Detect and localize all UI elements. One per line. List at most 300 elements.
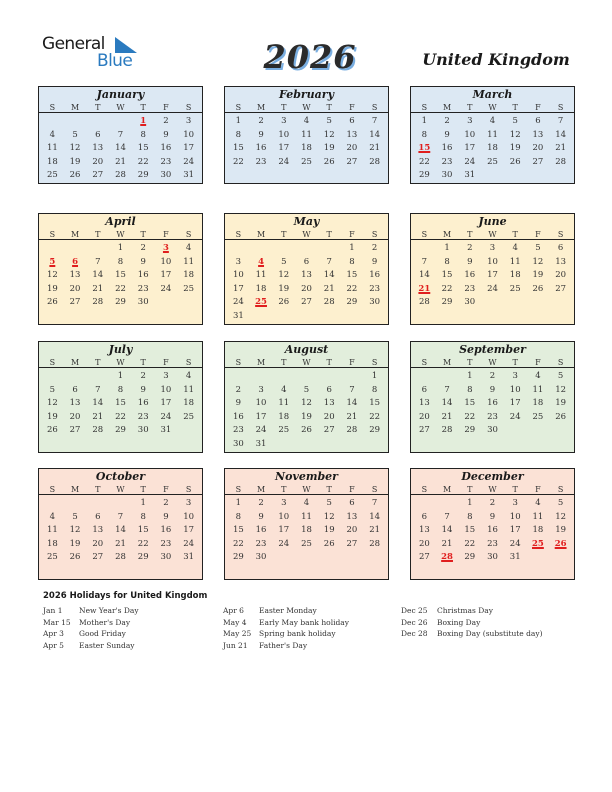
day-cell: 9 — [163, 511, 169, 522]
day-cell: 24 — [255, 425, 267, 436]
empty-cell — [41, 242, 64, 256]
day-cell: 26 — [69, 552, 81, 563]
holiday-day-cell: 21 — [418, 283, 431, 294]
day-cell: 7 — [95, 384, 101, 395]
day-cell: 1 — [444, 243, 450, 253]
day-cell: 18 — [278, 411, 290, 422]
weekday-label: T — [512, 358, 518, 367]
day-cell: 28 — [369, 538, 381, 549]
day-cell: 11 — [532, 384, 544, 395]
day-cell: 17 — [509, 525, 521, 536]
weekday-label: W — [488, 358, 497, 367]
weekday-label: S — [421, 230, 428, 239]
day-cell: 15 — [232, 143, 244, 154]
empty-cell — [64, 242, 87, 256]
month-september — [410, 341, 575, 453]
day-cell: 5 — [281, 256, 287, 267]
month-name: January — [96, 88, 145, 101]
day-cell: 20 — [69, 411, 81, 422]
day-cell: 13 — [323, 398, 335, 409]
day-cell: 3 — [163, 371, 169, 381]
weekday-label: M — [256, 485, 266, 494]
holidays-title: 2026 Holidays for United Kingdom — [43, 591, 208, 601]
weekday-label: S — [421, 103, 428, 112]
weekday-header — [39, 229, 202, 240]
weekday-label: W — [116, 358, 125, 367]
day-cell: 15 — [441, 270, 453, 281]
empty-cell — [250, 370, 273, 384]
day-cell: 6 — [421, 511, 428, 522]
day-cell: 1 — [421, 116, 428, 126]
logo-text-blue: Blue — [97, 51, 133, 71]
weekday-label: F — [535, 230, 541, 239]
day-cell: 8 — [140, 129, 146, 140]
day-cell: 7 — [371, 116, 378, 126]
month-january — [38, 86, 203, 184]
holiday-day-cell: 3 — [162, 243, 169, 253]
day-cell: 19 — [69, 156, 81, 167]
day-cell: 5 — [49, 384, 56, 395]
day-cell: 25 — [301, 538, 312, 549]
day-cell: 6 — [557, 243, 564, 253]
day-cell: 11 — [301, 511, 312, 522]
weekday-label: S — [235, 230, 242, 239]
holiday-date: May 25 — [223, 629, 252, 639]
weekday-label: T — [326, 485, 332, 494]
day-cell: 13 — [69, 398, 81, 409]
day-cell: 4 — [49, 129, 56, 140]
holiday-day-cell: 28 — [441, 552, 453, 563]
day-cell: 10 — [278, 511, 290, 522]
day-cell: 8 — [467, 511, 473, 522]
weekday-label: S — [371, 230, 378, 239]
day-cell: 24 — [160, 411, 172, 422]
day-cell: 13 — [92, 525, 104, 536]
day-cell: 21 — [115, 538, 126, 549]
day-cell: 28 — [418, 297, 430, 308]
weekday-label: W — [302, 103, 311, 112]
day-cell: 23 — [255, 538, 267, 549]
day-cell: 6 — [95, 129, 101, 140]
weekday-label: W — [116, 485, 125, 494]
weekday-header — [39, 102, 202, 113]
day-cell: 30 — [137, 425, 149, 436]
holiday-column — [223, 605, 349, 652]
day-cell: 11 — [532, 511, 544, 522]
day-cell: 13 — [92, 143, 104, 154]
day-cell: 6 — [421, 384, 428, 395]
empty-cell — [272, 370, 295, 384]
day-cell: 1 — [467, 371, 473, 381]
month-february — [224, 86, 389, 184]
day-cell: 28 — [346, 425, 358, 436]
day-cell: 17 — [278, 525, 290, 536]
weekday-label: S — [185, 230, 192, 239]
day-cell: 10 — [255, 398, 267, 409]
day-cell: 5 — [535, 243, 541, 253]
weekday-header — [411, 229, 574, 240]
day-cell: 23 — [137, 411, 149, 422]
day-cell: 11 — [255, 270, 267, 281]
weekday-label: T — [140, 103, 146, 112]
day-cell: 23 — [487, 538, 498, 549]
day-cell: 15 — [137, 143, 149, 154]
day-cell: 13 — [418, 398, 430, 409]
weekday-header — [411, 357, 574, 368]
holiday-date: Apr 6 — [223, 606, 244, 615]
day-cell: 3 — [467, 116, 473, 126]
day-cell: 3 — [489, 243, 496, 253]
day-cell: 25 — [301, 156, 312, 167]
day-cell: 2 — [163, 498, 169, 508]
day-cell: 7 — [326, 256, 332, 267]
holiday-date: Apr 5 — [43, 641, 64, 651]
weekday-label: T — [281, 103, 287, 112]
day-cell: 21 — [555, 143, 567, 154]
weekday-label: T — [140, 485, 146, 494]
day-cell: 22 — [346, 283, 358, 294]
weekday-label: T — [281, 485, 287, 494]
holiday-name: Father's Day — [259, 641, 308, 651]
country-title: United Kingdom — [422, 50, 570, 69]
weekday-label: T — [467, 103, 473, 112]
weekday-header — [225, 357, 388, 368]
day-cell: 22 — [441, 283, 453, 294]
weekday-label: M — [70, 230, 80, 239]
holiday-day-cell: 26 — [554, 538, 567, 549]
weekday-label: W — [116, 103, 125, 112]
day-cell: 14 — [115, 525, 126, 536]
day-cell: 14 — [92, 270, 104, 281]
day-cell: 3 — [281, 116, 287, 126]
holiday-row — [223, 628, 349, 640]
day-cell: 2 — [258, 116, 264, 126]
weekday-label: W — [302, 230, 311, 239]
day-cell: 20 — [346, 143, 358, 154]
day-cell: 9 — [467, 256, 473, 267]
month-name: June — [478, 215, 507, 228]
weekday-label: F — [535, 103, 541, 112]
weekday-label: T — [512, 485, 518, 494]
day-cell: 27 — [418, 425, 430, 436]
empty-cell — [86, 497, 109, 511]
holiday-day-cell: 1 — [140, 116, 147, 126]
day-cell: 29 — [137, 170, 149, 181]
day-cell: 19 — [509, 143, 521, 154]
day-cell: 3 — [235, 256, 242, 267]
day-cell: 26 — [46, 297, 58, 308]
month-june — [410, 213, 575, 325]
holiday-name: Boxing Day (substitute day) — [437, 629, 543, 639]
day-cell: 6 — [349, 498, 355, 508]
empty-cell — [64, 115, 87, 129]
weekday-label: M — [442, 103, 452, 112]
day-cell: 18 — [301, 143, 312, 154]
weekday-label: S — [235, 485, 242, 494]
day-cell: 25 — [183, 411, 195, 422]
day-cell: 27 — [69, 297, 81, 308]
day-cell: 27 — [301, 297, 312, 308]
day-cell: 16 — [487, 398, 498, 409]
day-cell: 2 — [467, 243, 473, 253]
month-october — [38, 468, 203, 580]
weekday-label: S — [371, 358, 378, 367]
month-name: March — [472, 88, 513, 101]
day-cell: 16 — [137, 398, 149, 409]
day-cell: 27 — [69, 425, 81, 436]
day-cell: 14 — [369, 129, 381, 140]
day-cell: 9 — [235, 398, 242, 409]
day-cell: 10 — [487, 256, 498, 267]
day-cell: 13 — [555, 256, 567, 267]
day-cell: 27 — [346, 538, 358, 549]
day-cell: 25 — [532, 411, 544, 422]
day-cell: 1 — [371, 371, 378, 381]
weekday-header — [225, 484, 388, 495]
day-cell: 9 — [140, 384, 146, 395]
holiday-row — [401, 605, 543, 617]
day-cell: 28 — [92, 297, 104, 308]
day-cell: 14 — [346, 398, 358, 409]
day-cell: 3 — [258, 384, 264, 395]
weekday-label: F — [535, 485, 541, 494]
day-cell: 7 — [421, 256, 428, 267]
holidays-list — [43, 591, 603, 651]
day-cell: 8 — [235, 511, 242, 522]
weekday-label: F — [163, 358, 169, 367]
day-cell: 28 — [441, 425, 453, 436]
day-cell: 15 — [464, 525, 476, 536]
day-cell: 20 — [532, 143, 544, 154]
empty-cell — [295, 242, 318, 256]
day-cell: 4 — [489, 116, 496, 126]
day-cell: 14 — [441, 398, 453, 409]
weekday-label: S — [185, 358, 192, 367]
day-cell: 23 — [487, 411, 498, 422]
day-cell: 25 — [183, 283, 195, 294]
weekday-label: T — [467, 358, 473, 367]
day-cell: 9 — [371, 256, 378, 267]
holiday-row — [43, 605, 139, 617]
day-cell: 16 — [255, 143, 267, 154]
day-cell: 19 — [532, 270, 544, 281]
day-cell: 19 — [46, 411, 58, 422]
day-cell: 10 — [183, 129, 195, 140]
weekday-label: F — [163, 485, 169, 494]
day-cell: 4 — [512, 243, 518, 253]
logo-text-general: General — [42, 34, 105, 54]
day-grid — [411, 495, 574, 565]
day-cell: 11 — [278, 398, 290, 409]
day-cell: 23 — [441, 156, 453, 167]
day-cell: 14 — [418, 270, 430, 281]
empty-cell — [295, 370, 318, 384]
day-cell: 10 — [232, 270, 244, 281]
day-cell: 14 — [441, 525, 453, 536]
day-cell: 20 — [323, 411, 335, 422]
day-cell: 27 — [418, 552, 430, 563]
weekday-label: F — [349, 103, 355, 112]
day-cell: 18 — [46, 156, 58, 167]
day-cell: 18 — [532, 398, 544, 409]
day-cell: 28 — [369, 156, 381, 167]
holiday-date: Dec 26 — [401, 617, 428, 627]
day-cell: 18 — [509, 270, 521, 281]
day-cell: 25 — [46, 552, 58, 563]
day-cell: 9 — [140, 256, 146, 267]
holiday-row — [223, 640, 349, 652]
day-cell: 1 — [235, 116, 242, 126]
day-cell: 24 — [509, 411, 521, 422]
weekday-label: M — [70, 485, 80, 494]
day-cell: 29 — [418, 170, 430, 181]
day-cell: 9 — [444, 129, 450, 140]
month-name: August — [284, 343, 329, 356]
day-cell: 31 — [509, 552, 521, 563]
weekday-label: S — [421, 485, 428, 494]
day-cell: 30 — [464, 297, 476, 308]
holiday-date: May 4 — [223, 617, 247, 627]
empty-cell — [41, 115, 64, 129]
day-cell: 3 — [185, 116, 192, 126]
day-cell: 7 — [371, 498, 378, 508]
weekday-label: S — [185, 103, 192, 112]
day-cell: 8 — [371, 384, 378, 395]
weekday-label: T — [95, 103, 101, 112]
month-name: May — [293, 215, 320, 228]
day-cell: 21 — [115, 156, 126, 167]
weekday-label: T — [95, 485, 101, 494]
day-cell: 5 — [512, 116, 518, 126]
day-cell: 31 — [255, 438, 267, 449]
day-cell: 6 — [303, 256, 310, 267]
day-cell: 24 — [183, 156, 195, 167]
day-cell: 25 — [278, 425, 290, 436]
weekday-label: T — [95, 230, 101, 239]
day-cell: 28 — [555, 156, 567, 167]
day-cell: 19 — [301, 411, 312, 422]
day-cell: 30 — [441, 170, 453, 181]
weekday-header — [225, 102, 388, 113]
day-cell: 18 — [183, 398, 195, 409]
holiday-day-cell: 25 — [255, 297, 267, 308]
weekday-label: F — [163, 103, 169, 112]
day-grid — [225, 240, 388, 324]
weekday-label: S — [557, 230, 564, 239]
day-cell: 18 — [255, 283, 267, 294]
day-cell: 15 — [115, 270, 126, 281]
holiday-name: Early May bank holiday — [259, 617, 350, 627]
day-cell: 23 — [255, 156, 267, 167]
day-cell: 17 — [160, 270, 172, 281]
day-cell: 27 — [323, 425, 335, 436]
weekday-label: T — [281, 230, 287, 239]
day-cell: 7 — [349, 384, 355, 395]
day-grid — [39, 495, 202, 565]
holiday-date: Jan 1 — [43, 606, 63, 615]
day-cell: 22 — [232, 538, 244, 549]
day-grid — [411, 240, 574, 310]
month-december — [410, 468, 575, 580]
holiday-date: Jun 21 — [223, 641, 248, 651]
day-cell: 24 — [487, 283, 498, 294]
day-cell: 26 — [555, 411, 567, 422]
day-cell: 21 — [441, 411, 453, 422]
weekday-label: T — [140, 358, 146, 367]
day-cell: 6 — [349, 116, 355, 126]
empty-cell — [413, 242, 436, 256]
month-name: February — [278, 88, 334, 101]
day-cell: 9 — [258, 511, 264, 522]
day-cell: 13 — [346, 129, 358, 140]
day-cell: 11 — [183, 384, 195, 395]
empty-cell — [64, 370, 87, 384]
day-cell: 12 — [69, 143, 81, 154]
day-cell: 20 — [555, 270, 567, 281]
day-cell: 9 — [489, 384, 496, 395]
day-cell: 29 — [441, 297, 453, 308]
day-cell: 19 — [69, 538, 81, 549]
weekday-label: T — [140, 230, 146, 239]
weekday-label: S — [421, 358, 428, 367]
day-cell: 30 — [487, 552, 498, 563]
day-cell: 5 — [303, 384, 310, 395]
day-cell: 22 — [418, 156, 430, 167]
day-cell: 26 — [509, 156, 521, 167]
day-cell: 3 — [281, 498, 287, 508]
weekday-label: W — [488, 485, 497, 494]
day-cell: 28 — [115, 170, 126, 181]
day-cell: 9 — [163, 129, 169, 140]
day-cell: 7 — [444, 384, 450, 395]
day-cell: 8 — [421, 129, 428, 140]
day-cell: 15 — [232, 525, 244, 536]
day-cell: 15 — [369, 398, 381, 409]
weekday-label: F — [349, 230, 355, 239]
day-grid — [225, 368, 388, 452]
empty-cell — [86, 115, 109, 129]
day-cell: 16 — [369, 270, 381, 281]
holiday-name: Mother's Day — [79, 617, 131, 627]
day-cell: 13 — [69, 270, 81, 281]
day-cell: 19 — [46, 283, 58, 294]
holiday-name: Christmas Day — [437, 606, 493, 615]
day-cell: 22 — [464, 538, 476, 549]
day-cell: 18 — [301, 525, 312, 536]
day-cell: 12 — [555, 384, 567, 395]
day-cell: 25 — [46, 170, 58, 181]
day-cell: 8 — [235, 129, 242, 140]
day-cell: 23 — [160, 538, 172, 549]
day-cell: 20 — [92, 156, 104, 167]
day-cell: 26 — [323, 538, 335, 549]
day-cell: 16 — [487, 525, 498, 536]
day-cell: 31 — [464, 170, 476, 181]
day-cell: 30 — [232, 438, 244, 449]
day-cell: 21 — [346, 411, 358, 422]
day-cell: 15 — [464, 398, 476, 409]
day-cell: 26 — [323, 156, 335, 167]
day-cell: 24 — [278, 538, 290, 549]
day-cell: 27 — [555, 283, 567, 294]
day-cell: 29 — [232, 552, 244, 563]
day-cell: 20 — [301, 283, 312, 294]
weekday-label: M — [256, 230, 266, 239]
day-cell: 30 — [487, 425, 498, 436]
weekday-label: W — [302, 358, 311, 367]
day-cell: 4 — [281, 384, 287, 395]
day-cell: 21 — [323, 283, 335, 294]
